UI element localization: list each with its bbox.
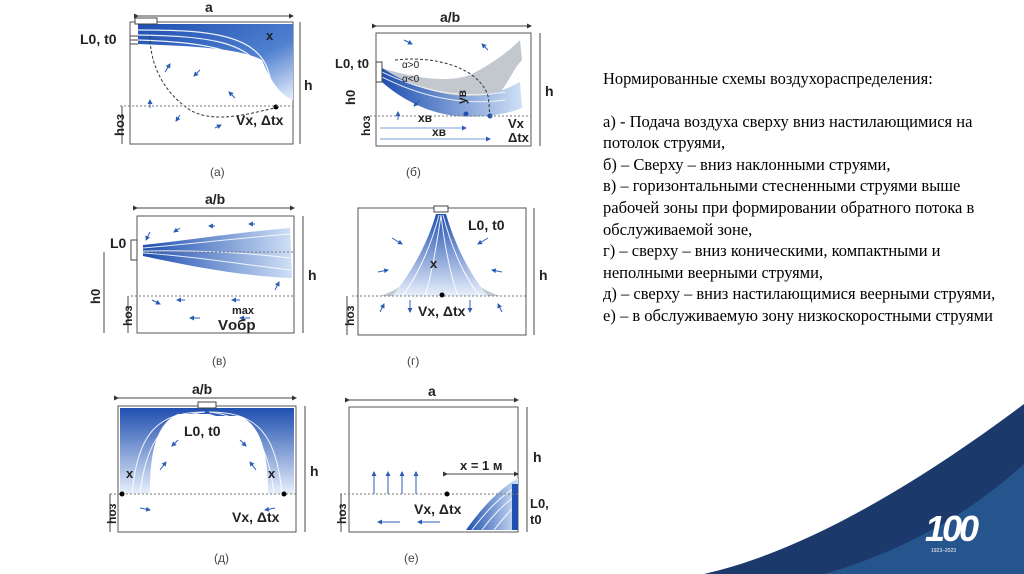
diagram-a	[80, 0, 313, 179]
v-hoz-label: hоз	[121, 305, 135, 326]
v-caption: (в)	[212, 354, 227, 368]
a-caption: (а)	[210, 165, 225, 179]
a-source-label: L0, t0	[80, 31, 117, 47]
g-hoz-label: hоз	[343, 305, 357, 326]
d-x-left: x	[126, 466, 134, 481]
diagram-e	[335, 383, 549, 565]
d-v-label: Vx, Δtx	[232, 509, 280, 525]
g-source-label: L0, t0	[468, 217, 505, 233]
description-item-b: б) – Сверху – вниз наклонными струями,	[603, 154, 891, 174]
g-v-label: Vx, Δtx	[418, 303, 466, 319]
description-title: Нормированные схемы воздухораспределения:	[603, 69, 933, 88]
d-source-label: L0, t0	[184, 423, 221, 439]
v-h-label: h	[308, 267, 317, 283]
logo-years: 1923–2023	[931, 548, 957, 554]
b-alpha-neg: α<0	[402, 74, 420, 85]
b-source-label: L0, t0	[335, 56, 369, 71]
a-hoz-label: hоз	[112, 113, 127, 136]
e-source-t: t0	[530, 512, 542, 527]
a-v-label: Vx, Δtx	[236, 112, 284, 128]
description-item-d: д) – сверху – вниз настилающимися веерными струями,	[603, 284, 996, 304]
b-xb-label: xв	[418, 111, 433, 125]
v-vobr-sup: max	[232, 305, 255, 317]
b-h-label: h	[545, 83, 554, 99]
b-alpha-pos: α>0	[402, 60, 420, 71]
e-h-label: h	[533, 449, 542, 465]
a-h-label: h	[304, 77, 313, 93]
description-text	[603, 68, 1003, 327]
description-item-v: в) – горизонтальными стесненными струями выше рабочей зоны при формировании обратного потока в обслуживаемой зоне,	[603, 176, 975, 239]
e-width-label: a	[428, 383, 436, 399]
b-width-label: a/b	[440, 9, 461, 25]
diagram-v	[88, 191, 317, 368]
e-hoz-label: hоз	[335, 503, 349, 524]
e-x1m-label: x = 1 м	[460, 458, 503, 473]
e-v-label: Vx, Δtx	[414, 501, 462, 517]
v-width-label: a/b	[205, 191, 226, 207]
d-x-right: x	[268, 466, 276, 481]
e-source-l: L0,	[530, 496, 549, 511]
d-h-label: h	[310, 463, 319, 479]
description-item-a: а) - Подача воздуха сверху вниз настилающимися на потолок струями,	[603, 111, 973, 153]
d-hoz-label: hоз	[105, 503, 119, 524]
d-width-label: a/b	[192, 381, 213, 397]
b-xb-label2: xв	[432, 125, 447, 139]
g-h-label: h	[539, 267, 548, 283]
d-caption: (д)	[214, 551, 229, 565]
a-width-label: a	[205, 0, 213, 15]
anniversary-logo	[925, 508, 1015, 558]
v-vobr-label: Vобр	[218, 317, 256, 334]
b-yb-label: yв	[455, 89, 469, 104]
g-caption: (г)	[407, 354, 420, 368]
diagram-d	[105, 381, 319, 565]
v-h0-label: h0	[88, 288, 103, 304]
description-item-g: г) – сверху – вниз коническими, компактными и неполными веерными струями,	[603, 241, 941, 282]
g-x-label: x	[430, 256, 438, 271]
a-x-label: x	[266, 28, 274, 43]
b-h0-label: h0	[343, 89, 358, 105]
v-source-label: L0	[110, 235, 127, 251]
e-caption: (е)	[404, 551, 419, 565]
diagram-g	[343, 206, 548, 368]
b-hoz-label: hоз	[359, 115, 373, 136]
description-item-e: е) – в обслуживаемую зону низкоскоростными струями	[603, 305, 993, 325]
logo-number: 100	[925, 508, 977, 549]
b-caption: (б)	[406, 165, 421, 179]
b-dt-label: Δtx	[508, 130, 529, 145]
b-v-label: Vx	[508, 116, 524, 131]
diagram-b	[335, 9, 554, 179]
